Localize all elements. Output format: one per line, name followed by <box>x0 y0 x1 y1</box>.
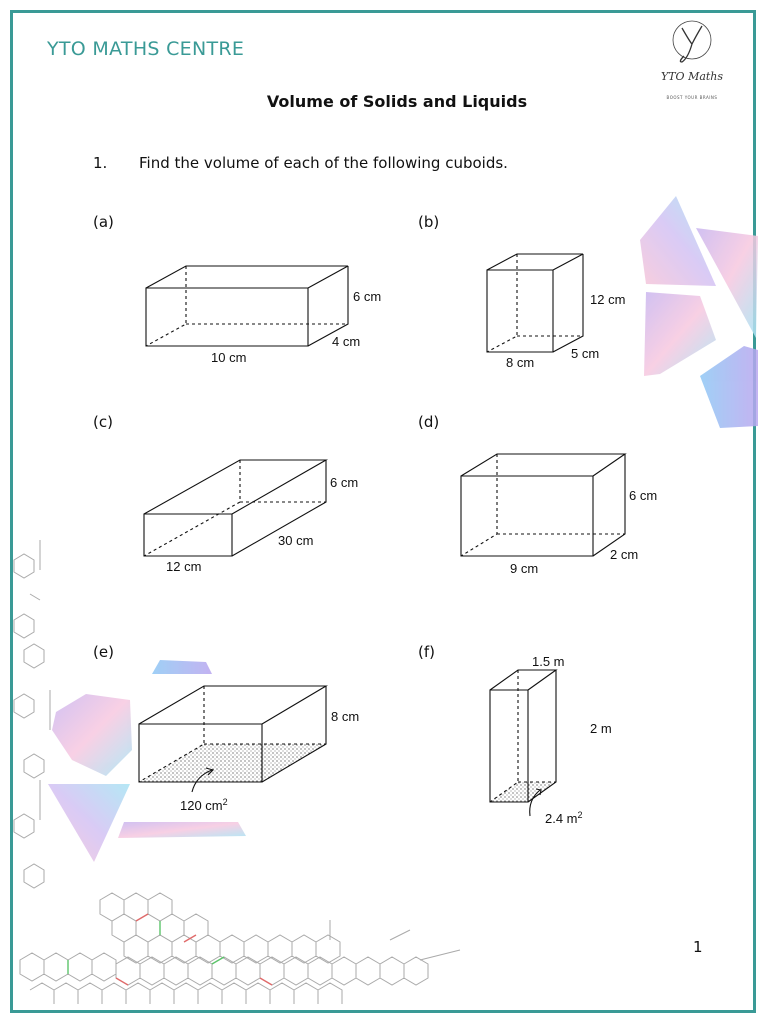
decor-crystal-right <box>640 196 758 428</box>
dim-c-depth: 30 cm <box>278 533 314 548</box>
logo-text: YTO Maths <box>660 70 724 83</box>
dim-a-length: 10 cm <box>211 350 247 365</box>
cuboid-b <box>487 254 583 352</box>
dim-d-length: 9 cm <box>510 561 539 576</box>
part-label-d: (d) <box>418 413 440 431</box>
dim-e-height: 8 cm <box>331 709 360 724</box>
cuboid-e <box>139 686 326 792</box>
decor-hex-accents <box>68 914 272 985</box>
dim-b-length: 8 cm <box>506 355 535 370</box>
dim-e-area-exponent: 2 <box>222 797 228 807</box>
dim-b-depth: 5 cm <box>571 346 600 361</box>
dim-f-area <box>545 810 583 826</box>
dim-f-height: 2 m <box>590 721 612 736</box>
cuboid-a <box>146 266 348 346</box>
cuboid-d <box>461 454 625 556</box>
logo-tagline: BOOST YOUR BRAINS <box>666 95 718 100</box>
dim-c-length: 12 cm <box>166 559 202 574</box>
dim-f-area-value: 2.4 m <box>545 811 578 826</box>
cuboid-f <box>490 670 556 816</box>
dim-a-height: 6 cm <box>353 289 382 304</box>
dim-d-depth: 2 cm <box>610 547 639 562</box>
question-text: Find the volume of each of the following cuboids. <box>139 154 508 172</box>
dim-b-height: 12 cm <box>590 292 626 307</box>
page-title: Volume of Solids and Liquids <box>266 92 528 111</box>
part-label-b: (b) <box>418 213 440 231</box>
part-label-a: (a) <box>93 213 114 231</box>
dim-c-height: 6 cm <box>330 475 359 490</box>
question-number: 1. <box>93 154 108 172</box>
part-label-f: (f) <box>418 643 435 661</box>
dim-f-area-exponent: 2 <box>577 810 583 820</box>
part-label-e: (e) <box>93 643 114 661</box>
part-label-c: (c) <box>93 413 113 431</box>
dim-f-top: 1.5 m <box>532 654 565 669</box>
brand-name: YTO MATHS CENTRE <box>47 38 245 60</box>
dim-e-area <box>180 797 228 813</box>
page-number: 1 <box>693 938 703 956</box>
dim-a-depth: 4 cm <box>332 334 361 349</box>
dim-e-area-value: 120 cm <box>180 798 223 813</box>
dim-d-height: 6 cm <box>629 488 658 503</box>
